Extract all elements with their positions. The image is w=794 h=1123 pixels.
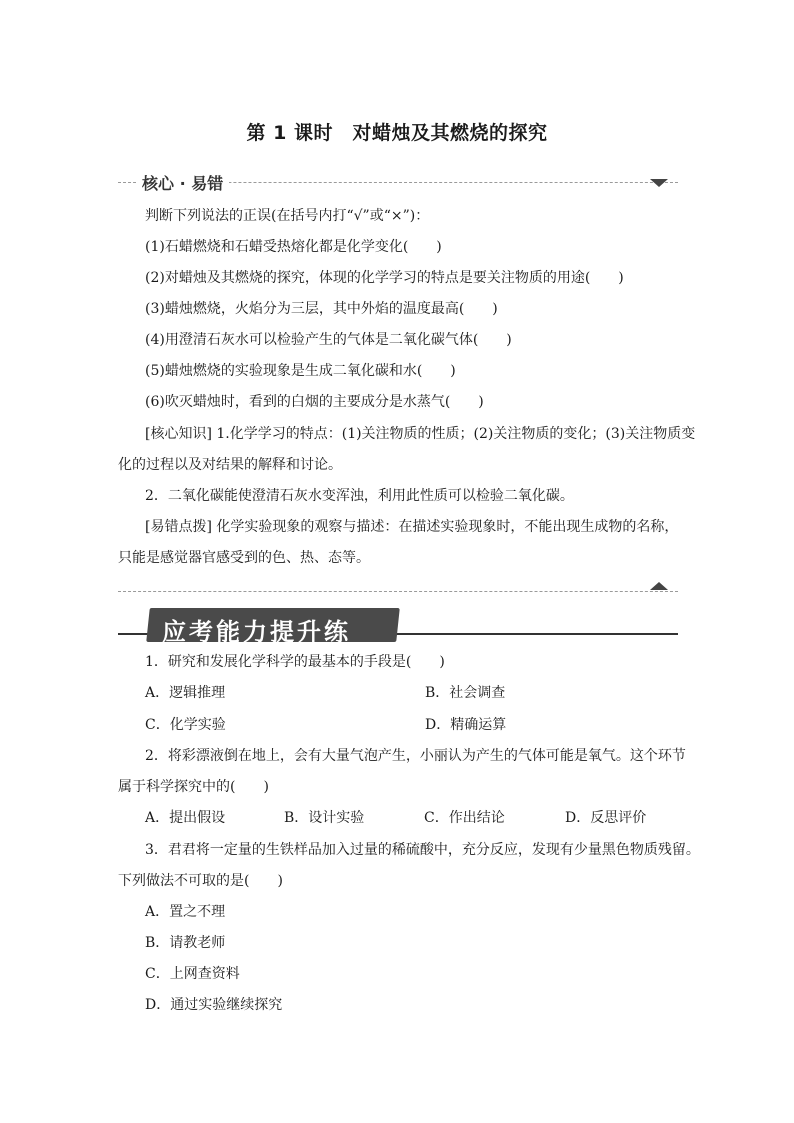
question-option: B．设计实验 [284,810,365,826]
page-title: 第 1 课时 对蜡烛及其燃烧的探究 [246,122,548,144]
core-knowledge-line: 2．二氧化碳能使澄清石灰水变浑浊，利用此性质可以检验二氧化碳。 [145,488,574,504]
judge-item: (5)蜡烛燃烧的实验现象是生成二氧化碳和水( ) [145,363,456,379]
question-stem: 属于科学探究中的( ) [118,779,269,795]
triangle-up-icon [650,582,668,590]
question-option: D．反思评价 [565,810,647,826]
triangle-down-icon [650,179,668,187]
question-stem: 2．将彩漂液倒在地上，会有大量气泡产生，小丽认为产生的气体可能是氧气。这个环节 [145,748,686,764]
error-tip-line: 只能是感觉器官感受到的色、热、态等。 [118,550,370,566]
judge-item: (3)蜡烛燃烧，火焰分为三层，其中外焰的温度最高( ) [145,301,498,317]
judge-item: (4)用澄清石灰水可以检验产生的气体是二氧化碳气体( ) [145,332,512,348]
question-option: A．逻辑推理 [145,685,226,701]
question-option: A．提出假设 [145,810,226,826]
judge-item: (2)对蜡烛及其燃烧的探究，体现的化学学习的特点是要关注物质的用途( ) [145,270,624,286]
core-knowledge-line: 化的过程以及对结果的解释和讨论。 [118,457,342,473]
core-knowledge-line: [核心知识] 1.化学学习的特点：(1)关注物质的性质；(2)关注物质的变化；(3)关注物质变 [145,426,696,442]
question-option: C．上网查资料 [145,966,240,982]
question-stem: 3．君君将一定量的生铁样品加入过量的稀硫酸中，充分反应，发现有少量黑色物质残留。 [145,842,700,858]
question-option: A．置之不理 [145,904,226,920]
judge-item: (6)吹灭蜡烛时，看到的白烟的主要成分是水蒸气( ) [145,394,484,410]
question-stem: 下列做法不可取的是( ) [118,873,283,889]
banner-title: 应考能力提升练 [162,618,351,646]
section-header-core [118,171,678,195]
practice-banner [118,606,678,646]
question-option: C．化学实验 [145,717,226,733]
judge-intro: 判断下列说法的正误(在括号内打“√”或“×”)： [145,208,430,224]
section-label: 核心 · 易错 [136,171,229,194]
question-option: B．社会调查 [425,685,506,701]
dashed-divider [118,591,678,592]
question-option: C．作出结论 [424,810,505,826]
question-stem: 1．研究和发展化学科学的最基本的手段是( ) [145,654,445,670]
section-footer-core [118,580,678,604]
error-tip-line: [易错点拨] 化学实验现象的观察与描述：在描述实验现象时，不能出现生成物的名称， [145,519,679,535]
question-option: D．通过实验继续探究 [145,997,283,1013]
question-option: D．精确运算 [425,717,507,733]
question-option: B．请教老师 [145,935,226,951]
judge-item: (1)石蜡燃烧和石蜡受热熔化都是化学变化( ) [145,239,442,255]
